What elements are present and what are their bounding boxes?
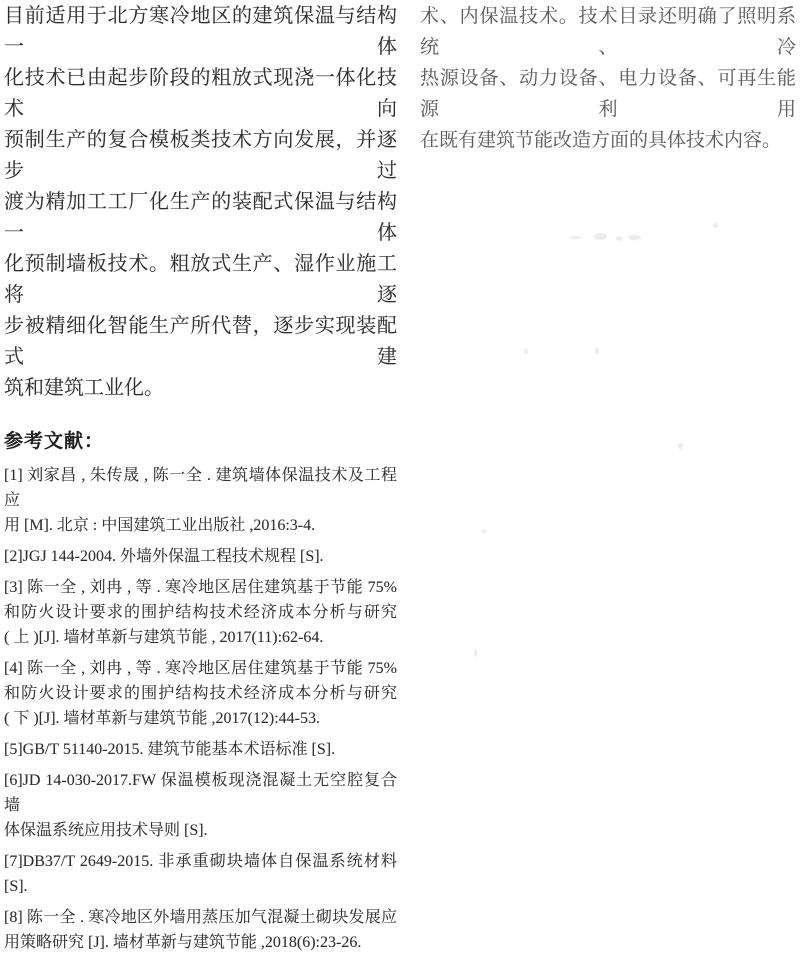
reference-line: [2]JGJ 144-2004. 外墙外保温工程技术规程 [S]. <box>4 548 324 565</box>
reference-entry-3 <box>4 575 397 650</box>
reference-line: 和防火设计要求的围护结构技术经济成本分析与研究 <box>4 685 397 702</box>
reference-entry-5 <box>4 737 397 762</box>
scan-artifact <box>678 443 683 449</box>
reference-entry-1 <box>4 463 397 538</box>
reference-line: 用策略研究 [J]. 墙材革新与建筑节能 ,2018(6):23-26. <box>4 934 362 951</box>
left-column <box>4 1 397 961</box>
paragraph-line: 在既有建筑节能改造方面的具体技术内容。 <box>420 130 782 151</box>
reference-line: [5]GB/T 51140-2015. 建筑节能基本术语标准 [S]. <box>4 741 336 758</box>
reference-line: [4] 陈一全 , 刘冉 , 等 . 寒冷地区居住建筑基于节能 75% <box>4 660 397 677</box>
reference-line: [3] 陈一全 , 刘冉 , 等 . 寒冷地区居住建筑基于节能 75% <box>4 579 397 596</box>
reference-line: ( 上 )[J]. 墙材革新与建筑节能 , 2017(11):62-64. <box>4 629 324 646</box>
reference-line: 和防火设计要求的围护结构技术经济成本分析与研究 <box>4 604 397 621</box>
scan-artifact <box>524 348 528 354</box>
paragraph-line: 热源设备、动力设备、电力设备、可再生能源利用 <box>420 68 796 120</box>
reference-line: 体保温系统应用技术导则 [S]. <box>4 822 208 839</box>
scan-artifact <box>616 236 622 241</box>
reference-entry-7 <box>4 849 397 899</box>
reference-line: 用 [M]. 北京 : 中国建筑工业出版社 ,2016:3-4. <box>4 517 316 534</box>
scan-artifact <box>474 648 477 657</box>
paragraph-line: 化技术已由起步阶段的粗放式现浇一体化技术向 <box>4 67 397 120</box>
paragraph-line: 预制生产的复合模板类技术方向发展，并逐步过 <box>4 129 397 182</box>
scan-artifact <box>569 236 582 239</box>
reference-line: [6]JD 14-030-2017.FW 保温模板现浇混凝土无空腔复合墙 <box>4 772 397 814</box>
paragraph-line: 目前适用于北方寒冷地区的建筑保温与结构一体 <box>4 5 397 58</box>
right-paragraph <box>420 1 796 156</box>
reference-line: [1] 刘家昌 , 朱传晟 , 陈一全 . 建筑墙体保温技术及工程应 <box>4 467 397 509</box>
scan-artifact <box>595 347 599 354</box>
paragraph-line: 步被精细化智能生产所代替，逐步实现装配式建 <box>4 315 397 368</box>
reference-entry-6 <box>4 768 397 843</box>
reference-line: [7]DB37/T 2649-2015. 非承重砌块墙体自保温系统材料 [S]. <box>4 853 397 895</box>
paragraph-line: 术、内保温技术。技术目录还明确了照明系统、冷 <box>420 6 796 58</box>
scan-artifact <box>713 223 718 228</box>
paragraph-line: 渡为精加工工厂化生产的装配式保温与结构一体 <box>4 191 397 244</box>
references-heading: 参考文献： <box>4 431 105 452</box>
scan-artifact <box>594 233 607 240</box>
references-list <box>4 463 397 955</box>
reference-line: ( 下 )[J]. 墙材革新与建筑节能 ,2017(12):44-53. <box>4 710 320 727</box>
reference-entry-4 <box>4 656 397 731</box>
reference-entry-2 <box>4 544 397 569</box>
reference-line: [8] 陈一全 . 寒冷地区外墙用蒸压加气混凝土砌块发展应 <box>4 909 397 926</box>
body-paragraph <box>4 1 397 404</box>
reference-entry-8 <box>4 905 397 955</box>
paragraph-line: 化预制墙板技术。粗放式生产、湿作业施工将逐 <box>4 253 397 306</box>
right-column <box>420 1 796 156</box>
scan-artifact <box>482 529 486 534</box>
paragraph-line: 筑和建筑工业化。 <box>4 377 164 399</box>
scan-artifact <box>628 235 641 240</box>
